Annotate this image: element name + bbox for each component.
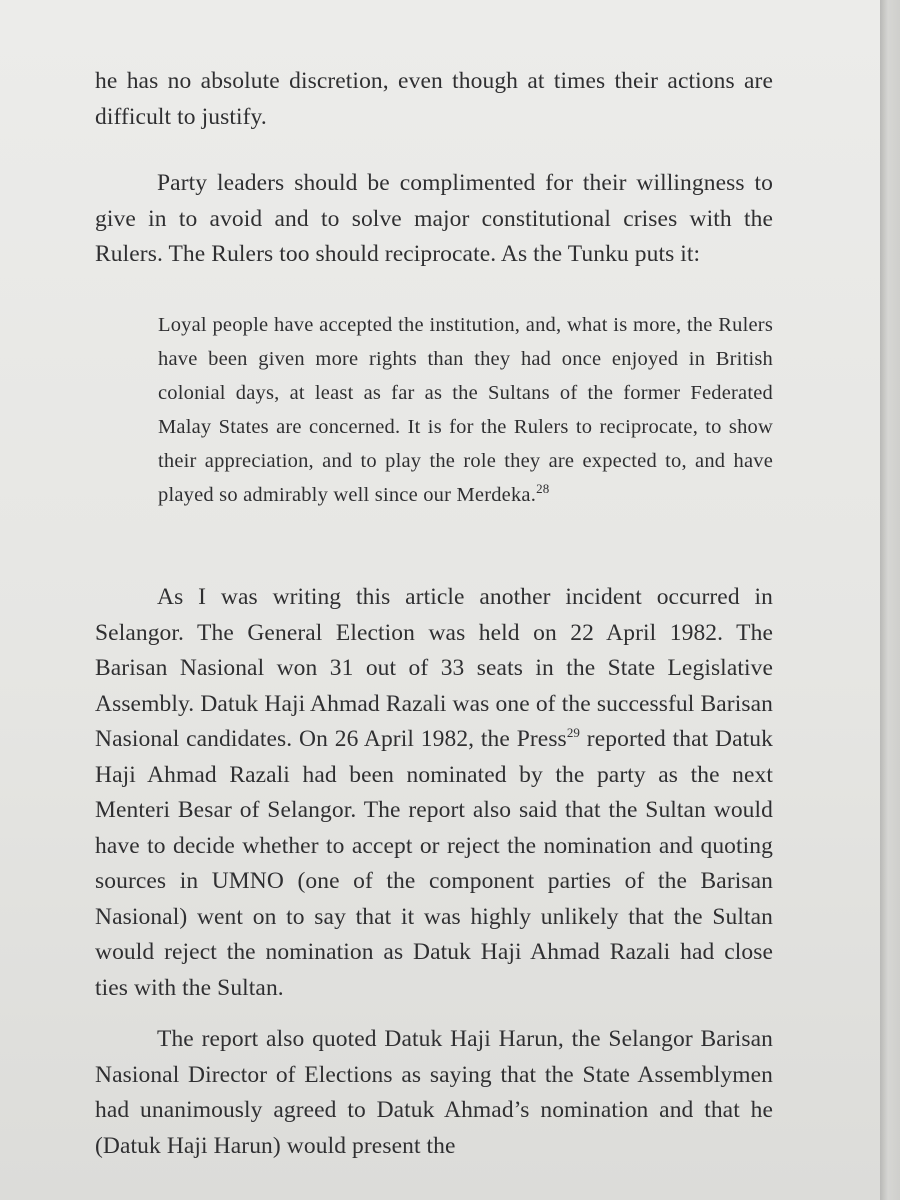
paragraph-selangor-incident xyxy=(95,580,773,1006)
paragraph-3-part-1: As I was writing this article another incident occurred in Selangor. The General Election was held on 22 April 1982. The Barisan Nasional won 31 out of 33 seats in the State Legislative Assembly. Datuk Haji Ahmad Razali was one of the successful Barisan Nasional candidates. On 26 April 1982, the Press xyxy=(95,584,773,752)
paragraph-report-quoted: The report also quoted Datuk Haji Harun, the Selangor Barisan Nasional Director of Elections as saying that the State Assemblymen had unanimously agreed to Datuk Ahmad’s nomination and that he (Datuk Haji Harun) would present the xyxy=(95,1026,773,1159)
footnote-ref-29: 29 xyxy=(566,725,581,741)
paragraph-3-part-2: reported that Datuk Haji Ahmad Razali had been nominated by the party as the next Menteri Besar of Selangor. The report also said that the Sultan would have to decide whether to accept or reject the nomination and quoting sources in UMNO (one of the component parties of the Barisan Nasional) went on to say that it was highly unlikely that the Sultan would reject the nomination as Datuk Haji Ahmad Razali had close ties with the Sultan. xyxy=(95,726,773,1001)
text-column-bottom xyxy=(95,1022,773,1164)
footnote-ref-28: 28 xyxy=(536,481,550,497)
block-quote xyxy=(158,308,773,512)
text-column-middle xyxy=(95,166,773,273)
block-quote-text xyxy=(158,308,773,512)
block-quote-body: Loyal people have accepted the institution, and, what is more, the Rulers have been given more rights than they had once enjoyed in British colonial days, at least as far as the Sultans of the former Federated Malay States are concerned. It is for the Rulers to reciprocate, to show their appreciation, and to play the role they are expected to, and have played so admirably well since our Merdeka. xyxy=(158,314,773,506)
page-edge xyxy=(880,0,900,1200)
continuation-paragraph: he has no absolute discretion, even though at times their actions are difficult to justify. xyxy=(95,68,773,130)
text-column-lower xyxy=(95,580,773,1006)
text-column-top xyxy=(95,64,773,135)
paragraph-party-leaders: Party leaders should be complimented for their willingness to give in to avoid and to solve major constitutional crises with the Rulers. The Rulers too should reciprocate. As the Tunku puts it: xyxy=(95,170,773,267)
